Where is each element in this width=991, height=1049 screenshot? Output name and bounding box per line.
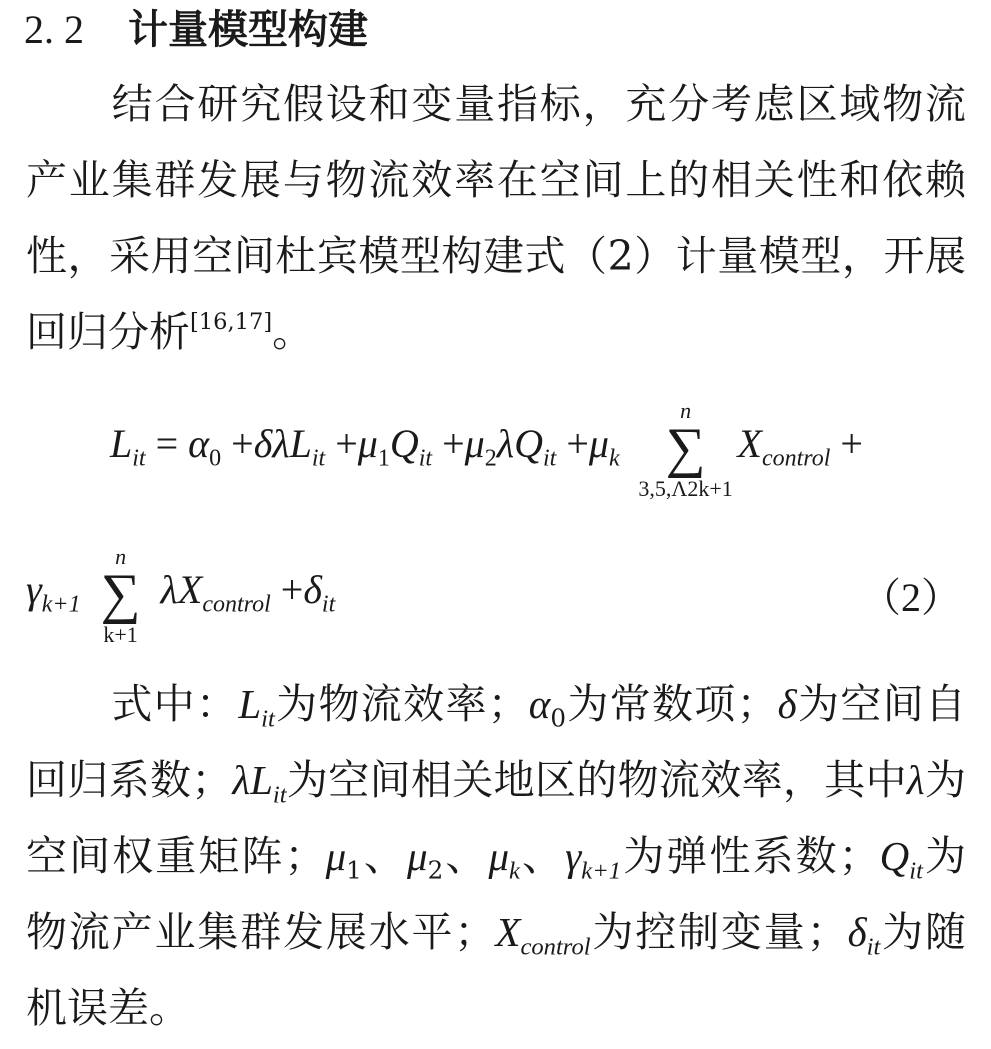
sum1-upper: n [680, 398, 692, 423]
def-sep: 、 [519, 832, 566, 880]
def-8: 为控制变量； [590, 908, 848, 956]
def-4: 为空间相关地区的物流效率，其中 [286, 756, 907, 804]
def-2: 为常数项； [565, 680, 778, 728]
sum2-upper: n [115, 544, 127, 569]
intro-text: 结合研究假设和变量指标，充分考虑区域物流产业集群发展与物流效率在空间上的相关性和依赖性，采用空间杜宾模型构建式（2）计量模型，开展回归分析 [26, 80, 966, 356]
summation-2: n ∑ k+1 [101, 566, 141, 622]
sum1-lower: 3,5,Λ2k+1 [638, 476, 733, 501]
section-title: 计量模型构建 [128, 7, 368, 53]
citation[interactable]: [16,17] [190, 309, 273, 336]
equation-line-2: $\gamma_{k+1}$ n ∑ k+1 $\lambda X_{control} +\delta_{it}$ [26, 544, 336, 647]
def-lead: 式中： [110, 680, 239, 728]
def-sep: 、 [361, 832, 407, 880]
def-sep: 、 [443, 832, 489, 880]
section-heading [24, 6, 368, 54]
intro-paragraph [26, 66, 966, 370]
section-number: 2. 2 [24, 7, 84, 52]
def-9: 为随机误差。 [26, 908, 967, 1032]
def-5: 为空间权重矩阵； [26, 756, 967, 880]
def-1: 为物流效率； [274, 680, 529, 728]
summation-1: n ∑ 3,5,Λ2k+1 [666, 420, 706, 476]
def-3: 为空间自回归系数； [26, 680, 967, 804]
def-6: 为弹性系数； [621, 832, 880, 880]
sum2-lower: k+1 [103, 622, 138, 647]
def-7: 为物流产业集群发展水平； [26, 832, 967, 956]
equation-number: （2） [861, 575, 961, 620]
definitions-paragraph: 式中：$L_{it}$为物流效率；$\alpha_0$为常数项；δ为空间自回归系数；$\lambda L_{it}$为空间相关地区的物流效率，其中λ为空间权重矩阵；$\mu_1$、$\mu_2$、$\mu_k$、$\gamma_{k+1}$为弹性系数；$Q_{it}$为物流产业集群发展水平；$X_{control}$为控制变量；$\delta_{it}$为随机误差。 [26, 680, 967, 1032]
intro-end: 。 [272, 308, 314, 356]
equation-line-1: $L_{it} = \alpha_0 +\delta\lambda L_{it} +\mu_1Q_{it} +\mu_2\lambda Q_{it} +\mu_k$ n ∑ 3,5,Λ2k+1 $X_{control}$ + [110, 398, 863, 501]
